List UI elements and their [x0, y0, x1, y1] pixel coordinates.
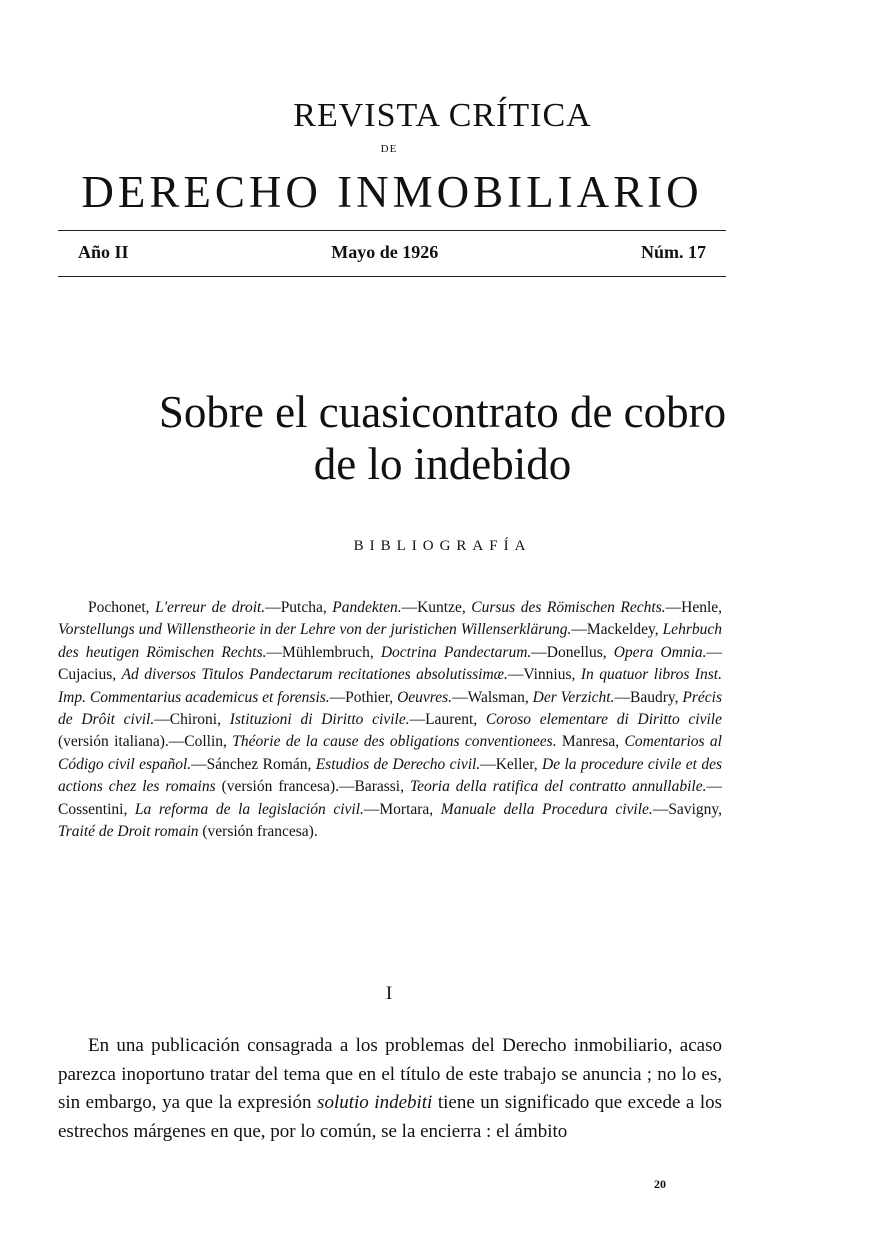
bibliography-italic-text: Précis de Drôit civil.: [58, 688, 723, 729]
bibliography-text: —Kuntze,: [401, 599, 472, 616]
bibliography-italic-text: Der Verzicht.: [532, 688, 615, 706]
body-text: En una publicación consagrada a los problemas del Derecho inmobiliario, acaso parezca inoportuno tratar del tema que en el título de este trabajo se anuncia ; no lo es, sin embargo, ya que la expresión: [58, 1035, 722, 1114]
bibliography-italic-text: La reforma de la legislación civil.: [134, 800, 364, 818]
journal-title-connector: DE: [380, 143, 398, 155]
bibliography-text: —Mühlembruch,: [266, 643, 381, 661]
bibliography-text: (versión francesa).—Barassi,: [215, 778, 410, 796]
issue-date: Mayo de 1926: [331, 242, 439, 262]
bibliography-text: —Mackeldey,: [571, 621, 663, 639]
bibliography-text: —Keller,: [480, 755, 543, 773]
header-rule-bottom: [58, 276, 726, 277]
bibliography-italic-text: In quatuor libros Inst. Imp. Commentarius academicus et forensis.: [58, 666, 722, 706]
bibliography-text: (versión francesa).: [198, 823, 318, 841]
bibliography-text: —Sánchez Román,: [191, 755, 316, 773]
body-paragraph: [58, 1032, 722, 1146]
bibliography-text: —Chironi,: [154, 711, 230, 729]
bibliography-italic-text: Coroso elementare di Diritto civile: [485, 711, 722, 729]
bibliography-text: —Cujacius,: [58, 643, 723, 684]
bibliography-italic-text: Théorie de la cause des obligations conventionees.: [232, 733, 557, 751]
bibliography-italic-text: Ad diversos Titulos Pandectarum recitationes absolutissimæ.: [121, 666, 508, 684]
bibliography-text: —Cossentini,: [58, 778, 722, 818]
bibliography-italic-text: De la procedure civile et des actions chez les romains: [58, 755, 722, 796]
body-text: tiene un significado que excede a los estrechos márgenes en que, por lo común, se la encierra : el ámbito: [58, 1092, 723, 1142]
bibliography-italic-text: Oeuvres.: [397, 688, 453, 706]
bibliography-text: —Walsman,: [452, 688, 533, 706]
bibliography-italic-text: Vorstellungs und Willenstheorie in der Lehre von der juristichen Willenserklärung.: [58, 621, 572, 639]
bibliography-paragraph: [58, 597, 722, 843]
bibliography-text: —Baudry,: [614, 688, 683, 706]
bibliography-text: —Pothier,: [329, 688, 398, 706]
issue-number: Núm. 17: [640, 242, 706, 262]
bibliography-heading: BIBLIOGRAFÍA: [353, 538, 532, 554]
issue-info: [78, 240, 706, 264]
bibliography-italic-text: Manuale della Procedura civile.: [440, 800, 653, 818]
bibliography-text: —Donellus,: [531, 643, 614, 661]
bibliography-italic-text: Estudios de Derecho civil.: [315, 755, 481, 773]
header-rule-top: [58, 230, 726, 231]
bibliography-text: —Mortara,: [363, 800, 441, 818]
issue-year: Año II: [78, 242, 129, 262]
bibliography-text: (versión italiana).—Collin,: [58, 733, 233, 751]
journal-title-line1: REVISTA CRÍTICA: [293, 97, 592, 134]
page-number: 20: [654, 1177, 666, 1191]
bibliography-italic-text: Cursus des Römischen Rechts.: [471, 599, 666, 616]
bibliography-text: Pochonet,: [88, 599, 156, 616]
journal-title-line2: DERECHO INMOBILIARIO: [81, 167, 703, 217]
bibliography-italic-text: Pandekten.: [332, 599, 402, 616]
section-number: I: [385, 983, 393, 1004]
bibliography-italic-text: Comentarios al Código civil español.: [58, 733, 722, 773]
bibliography-text: —Putcha,: [265, 599, 333, 616]
bibliography-text: Manresa,: [556, 733, 625, 751]
bibliography-text: —Laurent,: [409, 711, 486, 729]
bibliography-italic-text: Teoria della ratifica del contratto annullabile.: [409, 778, 707, 796]
bibliography-italic-text: Lehrbuch des heutigen Römischen Rechts.: [58, 621, 722, 661]
article-title-line1: Sobre el cuasicontrato de cobro: [158, 387, 727, 437]
article-title-line2: de lo indebido: [313, 439, 572, 489]
bibliography-text: —Henle,: [665, 599, 723, 616]
bibliography-text: —Savigny,: [652, 800, 722, 818]
article-title: [40, 386, 845, 490]
bibliography-italic-text: Istituzioni di Diritto civile.: [229, 711, 410, 729]
bibliography-italic-text: Opera Omnia.: [613, 643, 707, 661]
bibliography-italic-text: L'erreur de droit.: [155, 599, 266, 616]
bibliography-italic-text: Doctrina Pandectarum.: [380, 643, 532, 661]
body-italic-text: solutio indebiti: [317, 1092, 433, 1114]
bibliography-italic-text: Traité de Droit romain: [58, 823, 199, 841]
bibliography-text: —Vinnius,: [507, 666, 581, 684]
